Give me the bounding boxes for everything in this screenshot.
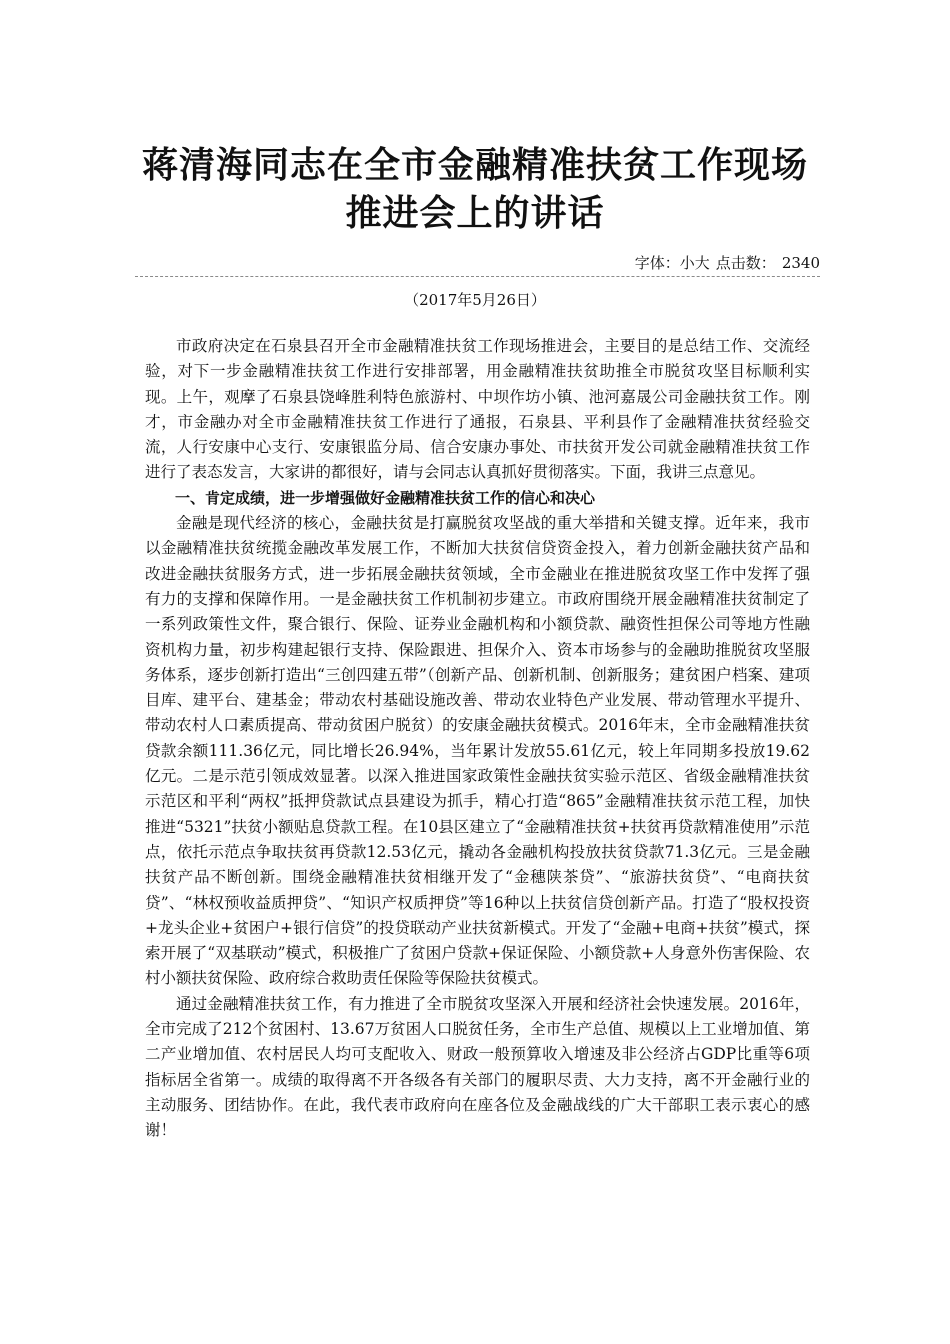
font-size-value[interactable]: 小大 [679,254,710,272]
section-heading-1: 一、肯定成绩，进一步增强做好金融精准扶贫工作的信心和决心 [175,488,596,507]
speech-date: （2017年5月26日） [404,291,546,309]
article-body [145,334,810,1144]
document-title-line-1: 蒋清海同志在全市金融精准扶贫工作现场 [141,145,808,186]
paragraph-intro: 市政府决定在石泉县召开全市金融精准扶贫工作现场推进会，主要目的是总结工作、交流经验，对下一步金融精准扶贫工作进行安排部署，用金融精准扶贫助推全市脱贫攻坚目标顺利实现。上午，观摩了石泉县饶峰胜利特色旅游村、中坝作坊小镇、池河嘉晟公司金融扶贫工作。刚才，市金融办对全市金融精准扶贫工作进行了通报，石泉县、平利县作了金融精准扶贫经验交流，人行安康中心支行、安康银监分局、信合安康办事处、市扶贫开发公司就金融精准扶贫工作进行了表态发言，大家讲的都很好，请与会同志认真抓好贯彻落实。下面，我讲三点意见。 [145,337,810,482]
meta-row [135,250,820,277]
paragraph-results: 通过金融精准扶贫工作，有力推进了全市脱贫攻坚深入开展和经济社会快速发展。2016年，全市完成了212个贫困村、13.67万贫困人口脱贫任务，全市生产总值、规模以上工业增加值、第二产业增加值、农村居民人均可支配收入、财政一般预算收入增速及非公经济占GDP比重等6项指标居全省第一。成绩的取得离不开各级各有关部门的履职尽责、大力支持，离不开金融行业的主动服务、团结协作。在此，我代表市政府向在座各位及金融战线的广大干部职工表示衷心的感谢！ [145,994,810,1140]
article-meta [635,253,820,273]
font-size-label: 字体： [634,254,680,272]
document-title-line-2: 推进会上的讲话 [345,193,605,234]
paragraph-achievements: 金融是现代经济的核心，金融扶贫是打赢脱贫攻坚战的重大举措和关键支撑。近年来，我市以金融精准扶贫统揽金融改革发展工作，不断加大扶贫信贷资金投入，着力创新金融扶贫产品和改进金融扶贫服务方式，进一步拓展金融扶贫领域，全市金融业在推进脱贫攻坚工作中发挥了强有力的支撑和保障作用。一是金融扶贫工作机制初步建立。市政府围绕开展金融精准扶贫制定了一系列政策性文件，聚合银行、保险、证券业金融机构和小额贷款、融资性担保公司等地方性融资机构力量，初步构建起银行支持、保险跟进、担保介入、资本市场参与的金融助推脱贫攻坚服务体系，逐步创新打造出“三创四建五带”（创新产品、创新机制、创新服务；建贫困户档案、建项目库、建平台、建基金；带动农村基础设施改善、带动农业特色产业发展、带动管理水平提升、带动农村人口素质提高、带动贫困户脱贫）的安康金融扶贫模式。2016年末，全市金融精准扶贫贷款余额111.36亿元，同比增长26.94%，当年累计发放55.61亿元，较上年同期多投放19.62亿元。二是示范引领成效显著。以深入推进国家政策性金融扶贫实验示范区、省级金融精准扶贫示范区和平利“两权”抵押贷款试点县建设为抓手，精心打造“865”金融精准扶贫示范工程，加快推进“5321”扶贫小额贴息贷款工程。在10县区建立了“金融精准扶贫+扶贫再贷款精准使用”示范点，依托示范点争取扶贫再贷款12.53亿元，撬动各金融机构投放扶贫贷款71.3亿元。三是金融扶贫产品不断创新。围绕金融精准扶贫相继开发了“金穗陕茶贷”、“旅游扶贫贷”、“电商扶贫贷”、“林权预收益质押贷”、“知识产权质押贷”等16种以上扶贫信贷创新产品。打造了“股权投资+龙头企业+贫困户+银行信贷”的投贷联动产业扶贫新模式。开发了“金融+电商+扶贫”模式，探索开展了“双基联动”模式，积极推广了贫困户贷款+保证保险、小额贷款+人身意外伤害保险、农村小额扶贫保险、政府综合救助责任保险等保险扶贫模式。 [145,514,810,988]
click-count-label: 点击数： [715,254,776,272]
click-count-value: 2340 [781,254,820,272]
